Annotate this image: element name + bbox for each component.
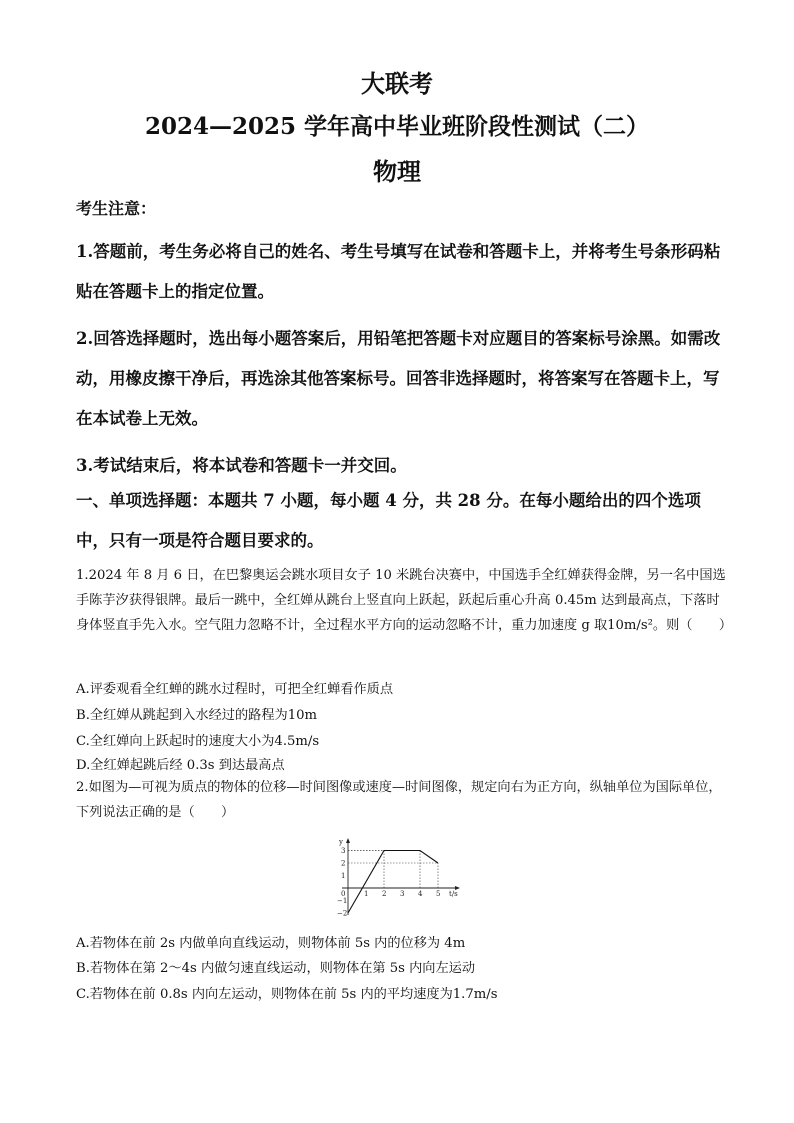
- y-tick-labels: [337, 847, 347, 918]
- y-tick-label: 2: [341, 859, 346, 868]
- question-1-option-b: B.全红婵从跳起到入水经过的路程为10m: [76, 708, 317, 723]
- question-1-option-d: D.全红婵起跳后经 0.3s 到达最高点: [76, 758, 285, 773]
- y-tick-label: −1: [337, 897, 348, 905]
- question-1-stem: 1.2024 年 8 月 6 日，在巴黎奥运会跳水项目女子 10 米跳台决赛中，中国选手全红婵获得金牌，另一名中国选手陈芋汐获得银牌。最后一跳中，全红婵从跳台上竖直向上跃起，跃起后重心升高 0.45m 达到最高点，下落时身体竖直手先入水。空气阻力忽略不计，全过程水平方向的运动忽略不计，重力加速度 g 取10m/s²。则（ ）: [76, 568, 733, 633]
- x-tick-labels: [364, 890, 440, 898]
- data-series-line: [348, 851, 441, 914]
- x-tick-label: 3: [400, 890, 405, 898]
- guide-lines: [348, 851, 438, 889]
- question-2-option-c: C.若物体在前 0.8s 内向左运动，则物体在前 5s 内的平均速度为1.7m/s: [76, 987, 498, 1002]
- x-tick-label: 5: [436, 890, 441, 898]
- x-tick-label: 2: [382, 890, 387, 898]
- y-axis-label: y: [339, 838, 343, 846]
- x-tick-label: 4: [418, 890, 423, 898]
- notice-heading: 考生注意：: [76, 199, 157, 218]
- subject-title: 物理: [373, 157, 421, 186]
- question-1-option-c: C.全红婵向上跃起时的速度大小为4.5m/s: [76, 734, 320, 749]
- exam-title: 2024—2025 学年高中毕业班阶段性测试（二）: [144, 113, 650, 140]
- question-2-stem: 2.如图为—可视为质点的物体的位移—时间图像或速度—时间图像，规定向右为正方向，纵轴单位为国际单位，下列说法正确的是（ ）: [76, 780, 722, 820]
- y-axis-arrow: [346, 838, 350, 843]
- question-2-option-a: A.若物体在前 2s 内做单向直线运动，则物体前 5s 内的位移为 4m: [76, 936, 466, 951]
- origin-label: 0: [341, 890, 346, 898]
- question-1-option-a: A.评委观看全红蝉的跳水过程时，可把全红蝉看作质点: [76, 682, 394, 697]
- motion-graph: [334, 835, 464, 919]
- notice-item-2: 2.回答选择题时，选出每小题答案后，用铅笔把答题卡对应题目的答案标号涂黑。如需改动，用橡皮擦干净后，再选涂其他答案标号。回答非选择题时，将答案写在答题卡上，写在本试卷上无效。: [76, 329, 721, 428]
- y-tick-label: 1: [341, 872, 346, 880]
- exam-org-title: 大联考: [361, 69, 433, 98]
- x-tick-label: 1: [364, 890, 369, 898]
- question-2-option-b: B.若物体在第 2～4s 内做匀速直线运动，则物体在第 5s 内向左运动: [76, 961, 476, 976]
- notice-item-3: 3.考试结束后，将本试卷和答题卡一并交回。: [76, 456, 407, 475]
- notice-item-1: 1.答题前，考生务必将自己的姓名、考生号填写在试卷和答题卡上，并将考生号条形码粘贴在答题卡上的指定位置。: [76, 242, 721, 301]
- x-axis-label: t/s: [449, 890, 458, 898]
- y-tick-label: 3: [341, 847, 346, 855]
- section-heading: 一、单项选择题：本题共 7 小题，每小题 4 分，共 28 分。在每小题给出的四个选项中，只有一项是符合题目要求的。: [76, 491, 701, 550]
- y-tick-label: −2: [337, 909, 348, 918]
